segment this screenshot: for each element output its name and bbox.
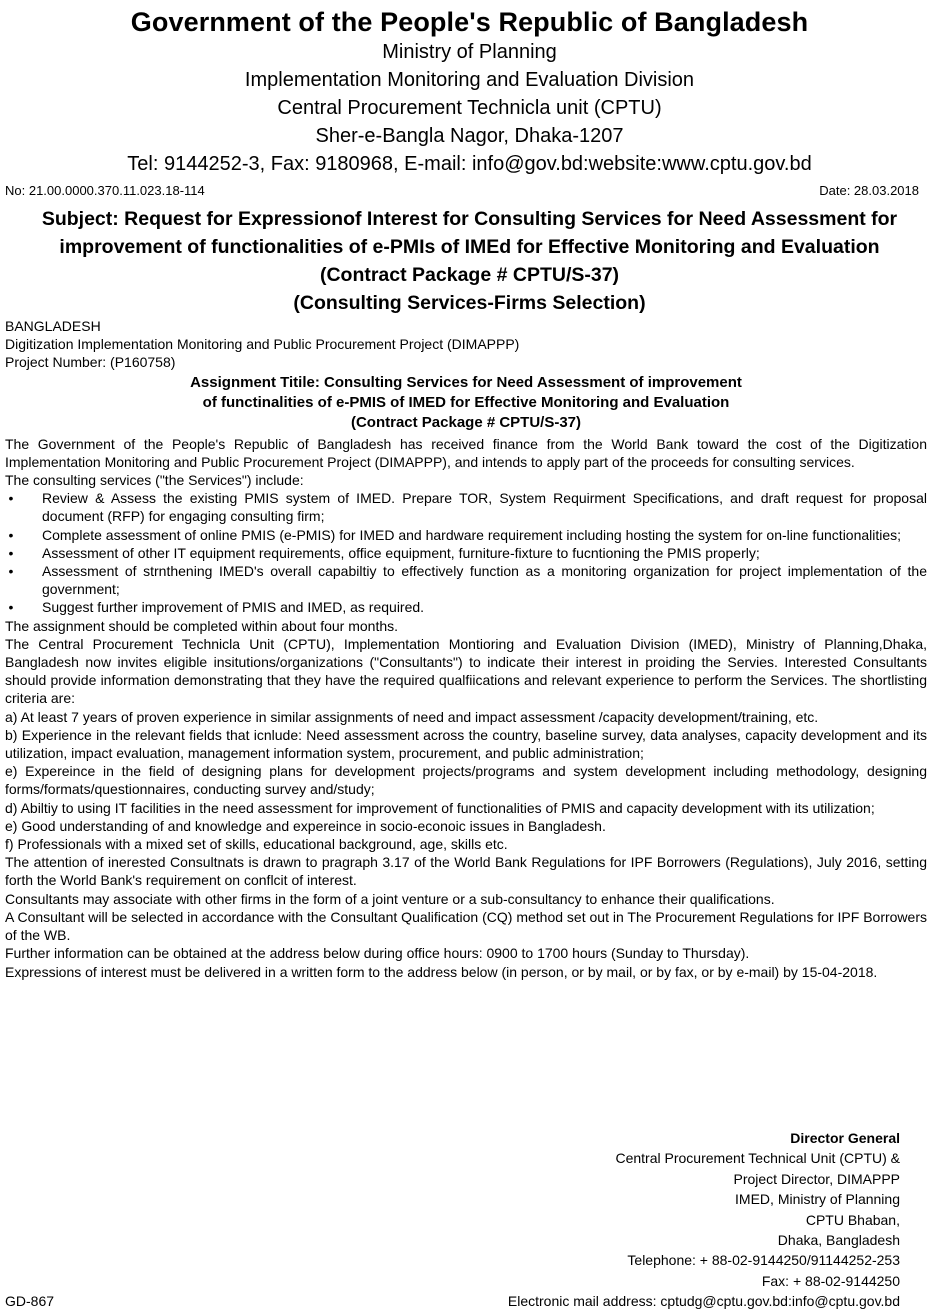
signatory-email: Electronic mail address: cptudg@cptu.gov.bd:info@cptu.gov.bd: [507, 1293, 900, 1310]
list-item: [5, 598, 927, 616]
criteria-item: e) Good understanding of and knowledge and expereince in socio-econoic issues in Bangladesh.: [5, 817, 606, 834]
reference-number: No: 21.00.0000.370.11.023.18-114: [5, 183, 205, 198]
contact-line: Tel: 9144252-3, Fax: 9180968, E-mail: info@gov.bd:website:www.cptu.gov.bd: [127, 153, 812, 175]
list-item: [5, 526, 927, 544]
services-list: [5, 489, 927, 616]
project-number: Project Number: (P160758): [5, 354, 176, 371]
list-item: [5, 562, 927, 598]
subject-line: Subject: Request for Expressionof Interest for Consulting Services for Need Assessment for: [41, 208, 898, 230]
services-intro: The consulting services ("the Services") include:: [5, 472, 304, 489]
signatory-line: CPTU Bhaban,: [805, 1211, 900, 1228]
criteria-item: e) Expereince in the field of designing plans for development projects/programs and system development including methodology, designing forms/formats/questionnaires, conducting survey and/study;: [5, 763, 927, 798]
assignment-title-line: Assignment Titile: Consulting Services for Need Assessment of improvement: [190, 373, 742, 391]
office-address: Sher-e-Bangla Nagor, Dhaka-1207: [315, 125, 624, 147]
list-item-text: Suggest further improvement of PMIS and IMED, as required.: [42, 599, 425, 616]
notice-body: [0, 317, 939, 981]
project-country: BANGLADESH: [5, 318, 101, 334]
bullet-icon: •: [8, 544, 14, 561]
list-item-text: Assessment of other IT equipment requirements, office equipment, furniture-fixture to fucntioning the PMIS properly;: [42, 544, 760, 561]
attention-paragraph: The attention of inerested Consultnats is drawn to pragraph 3.17 of the World Bank Regulations for IPF Borrowers (Regulations), July 2016, setting forth the World Bank's requirement on conflcit of interest.: [5, 854, 927, 889]
assignment-title-line: (Contract Package # CPTU/S-37): [350, 413, 582, 431]
unit-name: Central Procurement Technicla unit (CPTU): [277, 97, 662, 119]
intro-paragraph: The Government of the People's Republic of Bangladesh has received finance from the World Bank toward the cost of the Digitization Implementation Monitoring and Public Procurement Project (DIMAPPP), and intends to apply part of the proceeds for consulting services.: [5, 435, 927, 470]
criteria-item: b) Experience in the relevant fields that icnlude: Need assessment across the country, baseline survey, data analyses, capacity development and its utilization, impact evaluation, management information system, procurement, and public administration;: [5, 726, 927, 762]
government-title: Government of the People's Republic of Bangladesh: [130, 7, 809, 37]
signatory-telephone: Telephone: + 88-02-9144250/91144252-253: [627, 1252, 900, 1269]
list-item: [5, 489, 927, 525]
list-item-text: Assessment of strnthening IMED's overall capabiltiy to effectively function as a monitoring organization for project implementation of the government;: [42, 563, 927, 598]
subject-line: improvement of functionalities of e-PMIs of IMEd for Effective Monitoring and Evaluation: [59, 236, 880, 258]
signature-block: [508, 1128, 900, 1312]
subject-line: (Contract Package # CPTU/S-37): [319, 264, 620, 286]
signatory-title: Director General: [790, 1130, 900, 1146]
list-item-text: Complete assessment of online PMIS (e-PMIS) for IMED and hardware requirement including hosting the system for on-line functionalities;: [42, 526, 902, 543]
criteria-item: d) Abiltiy to using IT facilities in the need assessment for improvement of functionalities of PMIS and capacity development with its utilization;: [5, 799, 875, 816]
criteria-item: f) Professionals with a mixed set of skills, educational background, age, skills etc.: [5, 836, 508, 853]
bullet-icon: •: [8, 526, 14, 543]
project-name: Digitization Implementation Monitoring and Public Procurement Project (DIMAPPP): [5, 336, 520, 353]
bullet-icon: •: [8, 490, 14, 507]
signatory-fax: Fax: + 88-02-9144250: [761, 1272, 900, 1289]
further-info-paragraph: Further information can be obtained at the address below during office hours: 0900 to 1700 hours (Sunday to Thursday).: [5, 945, 750, 962]
reference-date: Date: 28.03.2018: [819, 183, 919, 198]
signatory-line: Dhaka, Bangladesh: [777, 1232, 900, 1249]
invitation-paragraph: The Central Procurement Technicla Unit (CPTU), Implementation Montioring and Evaluation Division (IMED), Ministry of Planning,Dhaka, Bangladesh now invites eligible insitutions/organizations ("Consultants") to indicate their interest in proiding the Servies. Interested Consultants should provide information demonstrating that they have the required qualfiications and relevant experience to perform the Services. The shortlisting criteria are:: [5, 635, 927, 707]
signatory-line: Central Procurement Technical Unit (CPTU) &: [615, 1150, 900, 1167]
delivery-paragraph: Expressions of interest must be delivered in a written form to the address below (in person, or by mail, or by fax, or by e-mail) by 15-04-2018.: [5, 963, 878, 980]
subject-block: [0, 205, 939, 317]
criteria-item: a) At least 7 years of proven experience in similar assignments of need and impact assessment /capacity development/training, etc.: [5, 708, 819, 725]
assignment-title: [5, 373, 927, 433]
list-item: [5, 544, 927, 562]
associate-paragraph: Consultants may associate with other firms in the form of a joint venture or a sub-consultancy to enhance their qualifications.: [5, 890, 775, 907]
signatory-line: IMED, Ministry of Planning: [735, 1191, 900, 1208]
signatory-line: Project Director, DIMAPPP: [733, 1170, 900, 1187]
subject-line: (Consulting Services-Firms Selection): [293, 292, 646, 314]
gd-code: GD-867: [5, 1293, 55, 1309]
ministry-name: Ministry of Planning: [382, 41, 557, 63]
list-item-text: Review & Assess the existing PMIS system of IMED. Prepare TOR, System Requirment Specifications, and draft request for proposal document (RFP) for engaging consulting firm;: [42, 490, 927, 525]
bullet-icon: •: [8, 599, 14, 616]
division-name: Implementation Monitoring and Evaluation Division: [244, 69, 695, 91]
duration-paragraph: The assignment should be completed within about four months.: [5, 617, 399, 634]
reference-row: [0, 182, 939, 200]
bullet-icon: •: [8, 563, 14, 580]
assignment-title-line: of functinalities of e-PMIS of IMED for Effective Monitoring and Evaluation: [202, 393, 730, 411]
selection-paragraph: A Consultant will be selected in accordance with the Consultant Qualification (CQ) method set out in The Procurement Regulations for IPF Borrowers of the WB.: [5, 908, 927, 944]
